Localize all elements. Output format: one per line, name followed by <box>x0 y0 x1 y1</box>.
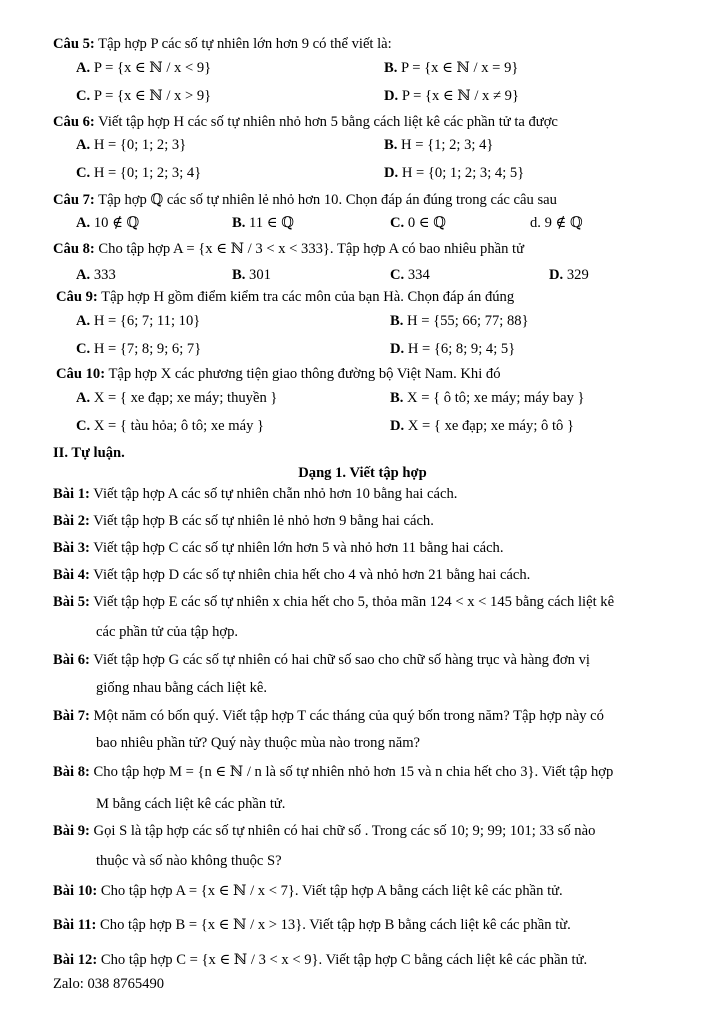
option-b: B. X = { ô tô; xe máy; máy bay } <box>390 390 585 406</box>
option-a: A. 333 <box>76 267 116 283</box>
option-a: A. X = { xe đạp; xe máy; thuyền } <box>76 390 278 406</box>
question-9 <box>56 289 725 307</box>
question-text: Cho tập hợp A = {x ∈ ℕ / 3 < x < 333}. Tập hợp A có bao nhiêu phần tử <box>98 241 525 257</box>
option-d: D. 329 <box>549 267 589 283</box>
question-text: Viết tập hợp H các số tự nhiên nhỏ hơn 5 bằng cách liệt kê các phần tử ta được <box>98 114 558 130</box>
section-title: II. Tự luận. <box>53 445 125 461</box>
exercise-8-continued: M bằng cách liệt kê các phần tử. <box>96 796 286 812</box>
option-c: C. H = {0; 1; 2; 3; 4} <box>76 165 202 181</box>
option-b: B. H = {55; 66; 77; 88} <box>390 313 529 329</box>
option-b: B. P = {x ∈ ℕ / x = 9} <box>384 60 519 76</box>
question-label: Câu 10: <box>56 366 106 382</box>
exercise-5: Bài 5: Viết tập hợp E các số tự nhiên x chia hết cho 5, thỏa mãn 124 < x < 145 bằng cách liệt kê <box>53 594 615 610</box>
exercise-8: Bài 8: Cho tập hợp M = {n ∈ ℕ / n là số tự nhiên nhỏ hơn 15 và n chia hết cho 3}. Viết tập hợp <box>53 764 614 780</box>
question-text: Tập hợp ℚ các số tự nhiên lẻ nhỏ hơn 10. Chọn đáp án đúng trong các câu sau <box>98 192 557 208</box>
option-d: D. P = {x ∈ ℕ / x ≠ 9} <box>384 88 519 104</box>
exercise-3: Bài 3: Viết tập hợp C các số tự nhiên lớn hơn 5 và nhỏ hơn 11 bằng hai cách. <box>53 540 504 556</box>
exercise-9: Bài 9: Gọi S là tập hợp các số tự nhiên có hai chữ số . Trong các số 10; 9; 99; 101; 33 số nào <box>53 823 596 839</box>
exercise-2: Bài 2: Viết tập hợp B các số tự nhiên lẻ nhỏ hơn 9 bằng hai cách. <box>53 513 434 529</box>
question-5 <box>53 36 725 54</box>
option-c: C. P = {x ∈ ℕ / x > 9} <box>76 88 212 104</box>
exercise-9-continued: thuộc và số nào không thuộc S? <box>96 853 282 869</box>
question-6 <box>53 114 725 132</box>
option-a: A. H = {0; 1; 2; 3} <box>76 137 187 153</box>
option-a: A. 10 ∉ ℚ <box>76 215 140 231</box>
option-d: D. H = {6; 8; 9; 4; 5} <box>390 341 516 357</box>
exercise-4: Bài 4: Viết tập hợp D các số tự nhiên chia hết cho 4 và nhỏ hơn 21 bằng hai cách. <box>53 567 531 583</box>
question-label: Câu 6: <box>53 114 95 130</box>
question-label: Câu 9: <box>56 289 98 305</box>
exercise-12: Bài 12: Cho tập hợp C = {x ∈ ℕ / 3 < x < 9}. Viết tập hợp C bằng cách liệt kê các phần tử. <box>53 952 588 968</box>
exercise-7: Bài 7: Một năm có bốn quý. Viết tập hợp T các tháng của quý bốn trong năm? Tập hợp này có <box>53 708 604 724</box>
question-text: Tập hợp P các số tự nhiên lớn hơn 9 có thể viết là: <box>98 36 392 52</box>
option-d: d. 9 ∉ ℚ <box>530 215 583 231</box>
question-label: Câu 5: <box>53 36 95 52</box>
option-c: C. X = { tàu hỏa; ô tô; xe máy } <box>76 418 265 434</box>
exercise-7-continued: bao nhiêu phần tử? Quý này thuộc mùa nào trong năm? <box>96 735 421 751</box>
question-8 <box>53 241 725 259</box>
subsection-title: Dạng 1. Viết tập hợp <box>298 465 427 481</box>
exercise-1: Bài 1: Viết tập hợp A các số tự nhiên chẵn nhỏ hơn 10 bằng hai cách. <box>53 486 458 502</box>
option-a: A. P = {x ∈ ℕ / x < 9} <box>76 60 212 76</box>
exercise-6: Bài 6: Viết tập hợp G các số tự nhiên có hai chữ số sao cho chữ số hàng trục và hàng đơn vị <box>53 652 590 668</box>
exercise-5-continued: các phần tử của tập hợp. <box>96 624 239 640</box>
option-c: C. H = {7; 8; 9; 6; 7} <box>76 341 202 357</box>
question-text: Tập hợp X các phương tiện giao thông đường bộ Việt Nam. Khi đó <box>108 366 501 382</box>
option-a: A. H = {6; 7; 11; 10} <box>76 313 201 329</box>
exercise-11: Bài 11: Cho tập hợp B = {x ∈ ℕ / x > 13}. Viết tập hợp B bằng cách liệt kê các phần từ. <box>53 917 571 933</box>
footer-contact: Zalo: 038 8765490 <box>53 976 165 992</box>
exercise-6-continued: giống nhau bằng cách liệt kê. <box>96 680 268 696</box>
option-c: C. 334 <box>390 267 430 283</box>
option-d: D. X = { xe đạp; xe máy; ô tô } <box>390 418 574 434</box>
question-7 <box>53 192 725 210</box>
question-label: Câu 8: <box>53 241 95 257</box>
question-10 <box>56 366 725 384</box>
option-d: D. H = {0; 1; 2; 3; 4; 5} <box>384 165 525 181</box>
question-label: Câu 7: <box>53 192 95 208</box>
question-text: Tập hợp H gồm điểm kiểm tra các môn của bạn Hà. Chọn đáp án đúng <box>101 289 515 305</box>
option-c: C. 0 ∈ ℚ <box>390 215 446 231</box>
exercise-10: Bài 10: Cho tập hợp A = {x ∈ ℕ / x < 7}. Viết tập hợp A bằng cách liệt kê các phần tử. <box>53 883 563 899</box>
option-b: B. 301 <box>232 267 271 283</box>
option-b: B. 11 ∈ ℚ <box>232 215 294 231</box>
option-b: B. H = {1; 2; 3; 4} <box>384 137 494 153</box>
